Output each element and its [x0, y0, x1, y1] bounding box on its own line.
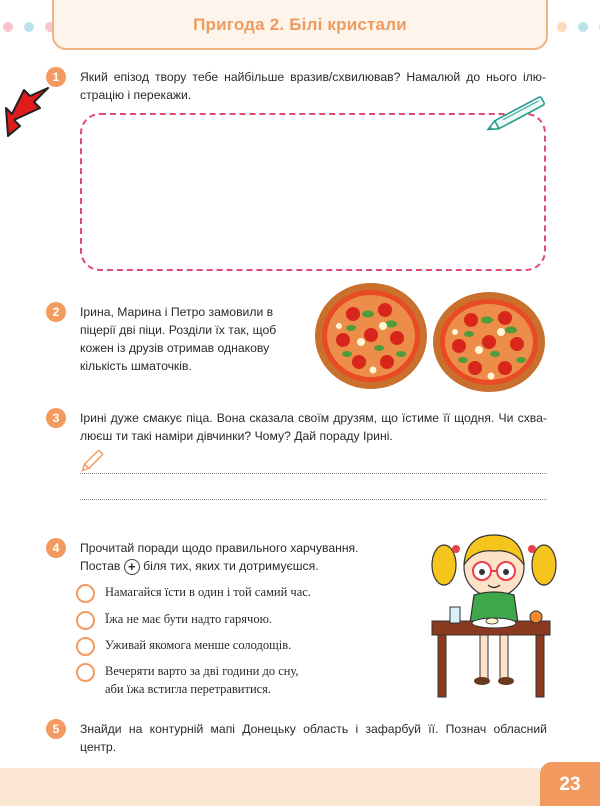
page-title: Пригода 2. Білі кристали — [193, 15, 407, 34]
pencil-small-icon — [80, 448, 106, 472]
task-4-instruction — [80, 557, 410, 575]
girl-eating-illustration — [430, 527, 560, 699]
task-3-number: 3 — [46, 408, 66, 428]
task-1-text: Який епізод твору тебе найбільше вразив/схвилював? Намалюй до нього ілю-страцію і перекажи. — [80, 70, 546, 102]
task-5-number: 5 — [46, 719, 66, 739]
task-4-text: Прочитай поради щодо правильного харчування. — [80, 541, 359, 555]
instruction-before: Постав — [80, 559, 121, 573]
advice-4-line-2: аби їжа встигла перетравитися. — [105, 682, 272, 696]
advice-2: Їжа не має бути надто гарячою. — [105, 612, 273, 626]
answer-line-2[interactable] — [80, 499, 547, 500]
task-4-number: 4 — [46, 538, 66, 558]
answer-line-1[interactable] — [80, 473, 547, 474]
task-1-number: 1 — [46, 67, 66, 87]
title-tab — [52, 0, 548, 50]
footer-band — [0, 768, 540, 806]
decorative-dots-left — [3, 22, 55, 34]
page-number: 23 — [540, 762, 600, 806]
task-2-text: Ірина, Марина і Петро замовили в піцерії дві піци. Розділи їх так, щоб кожен із друзів отримав однакову кількість шматочків. — [80, 305, 277, 373]
drawing-area[interactable] — [80, 113, 546, 271]
checkbox-advice-3[interactable] — [76, 637, 95, 656]
plus-circle-icon: + — [124, 559, 140, 575]
pizza-image-2 — [431, 290, 547, 394]
advice-1: Намагайся їсти в один і той самий час. — [105, 585, 311, 599]
advice-3: Уживай якомога менше солодощів. — [105, 638, 292, 652]
checkbox-advice-1[interactable] — [76, 584, 95, 603]
pizza-image-1 — [313, 280, 429, 390]
task-3-text: Ірині дуже смакує піца. Вона сказала своїм друзям, що їстиме її щодня. Чи схва-люєш ти такі наміри дівчинки? Чому? Дай пораду Ірині. — [80, 411, 547, 443]
checkbox-advice-4[interactable] — [76, 663, 95, 682]
checkbox-advice-2[interactable] — [76, 611, 95, 630]
instruction-after: біля тих, яких ти дотримуєшся. — [143, 559, 319, 573]
decorative-dots-right — [557, 22, 600, 34]
pencil-icon — [484, 97, 556, 129]
task-5-text: Знайди на контурній мапі Донецьку область і зафарбуй її. Познач обласний центр. — [80, 722, 547, 754]
advice-4-line-1: Вечеряти варто за дві години до сну, — [105, 664, 299, 678]
red-arrow-icon — [4, 86, 54, 138]
task-2-number: 2 — [46, 302, 66, 322]
